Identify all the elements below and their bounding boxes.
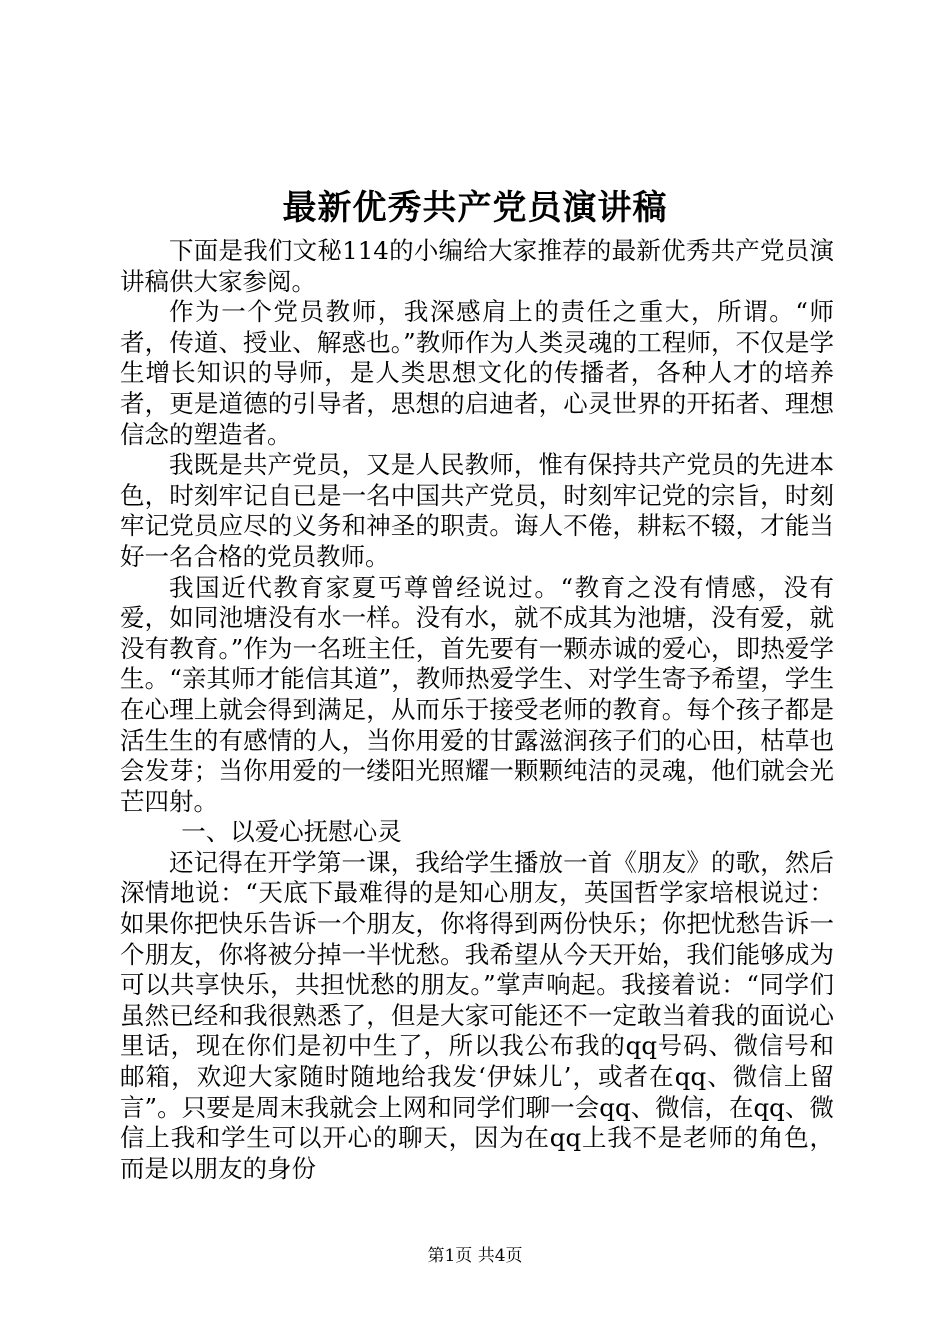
paragraph-first-lesson: 还记得在开学第一课，我给学生播放一首《朋友》的歌，然后深情地说：“天底下最难得的是知心朋友，英国哲学家培根说过：如果你把快乐告诉一个朋友，你将得到两份快乐；你把忧愁告诉一个朋友，你将被分掉一半忧愁。我希望从今天开始，我们能够成为可以共享快乐，共担忧愁的朋友。”掌声响起。我接着说：“同学们虽然已经和我很熟悉了，但是大家可能还不一定敢当着我的面说心里话，现在你们是初中生了，所以我公布我的qq号码、微信号和邮箱，欢迎大家随时随地给我发‘伊妹儿’，或者在qq、微信上留言”。只要是周末我就会上网和同学们聊一会qq、微信，在qq、微信上我和学生可以开心的聊天，因为在qq上我不是老师的角色，而是以朋友的身份 [120, 847, 834, 1183]
page-footer: 第1页 共4页 [427, 1246, 523, 1266]
paragraph-education-love: 我国近代教育家夏丐尊曾经说过。“教育之没有情感，没有爱，如同池塘没有水一样。没有水，就不成其为池塘，没有爱，就没有教育。”作为一名班主任，首先要有一颗赤诚的爱心，即热爱学生。“亲其师才能信其道”，教师热爱学生、对学生寄予希望，学生在心理上就会得到满足，从而乐于接受老师的教育。每个孩子都是活生生的有感情的人，当你用爱的甘露滋润孩子们的心田，枯草也会发芽；当你用爱的一缕阳光照耀一颗颗纯洁的灵魂，他们就会光芒四射。 [120, 572, 834, 816]
document-body [120, 236, 834, 1184]
section-heading: 一、以爱心抚慰心灵 [181, 817, 402, 847]
paragraph-party-member: 我既是共产党员，又是人民教师，惟有保持共产党员的先进本色，时刻牢记自已是一名中国共产党员，时刻牢记党的宗旨，时刻牢记党员应尽的义务和神圣的职责。诲人不倦，耕耘不辍，才能当好一名合格的党员教师。 [120, 450, 834, 571]
paragraph-teacher-duty: 作为一个党员教师，我深感肩上的责任之重大，所谓。“师者，传道、授业、解惑也。”教师作为人类灵魂的工程师，不仅是学生增长知识的导师，是人类思想文化的传播者，各种人才的培养者，更是道德的引导者，思想的启迪者，心灵世界的开拓者、理想信念的塑造者。 [120, 297, 834, 449]
document-title: 最新优秀共产党员演讲稿 [282, 188, 668, 228]
paragraph-intro: 下面是我们文秘114的小编给大家推荐的最新优秀共产党员演讲稿供大家参阅。 [120, 236, 834, 296]
